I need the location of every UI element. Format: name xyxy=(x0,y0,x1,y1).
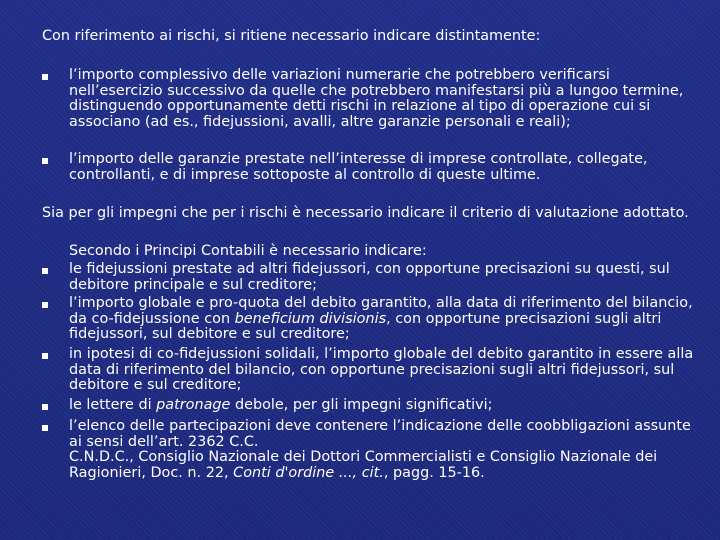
rischi-item-text xyxy=(69,152,648,183)
square-bullet-icon xyxy=(42,353,48,359)
principi-intro xyxy=(69,244,427,260)
principi-bold-text: Principi Contabili xyxy=(143,243,265,259)
text-line xyxy=(69,466,691,482)
principi-item-text xyxy=(69,296,693,343)
square-bullet-icon xyxy=(42,404,48,410)
text-line: in ipotesi di co-fidejussioni solidali, l’importo globale del debito garantito in essere alla xyxy=(69,346,694,362)
text-segment: Ragionieri, Doc. n. 22, xyxy=(69,465,234,482)
principi-item-text xyxy=(69,262,670,293)
text-line: ai sensi dell’art. 2362 C.C. xyxy=(69,433,259,450)
text-segment: , con opportune precisazioni sugli altri xyxy=(386,310,662,327)
text-line: l’importo complessivo delle variazioni numerarie che potrebbero verificarsi xyxy=(69,67,610,83)
impegni-paragraph: Sia per gli impegni che per i rischi è necessario indicare il criterio di valutazione adottato. xyxy=(42,205,689,221)
principi-intro-before: Secondo i xyxy=(69,243,144,259)
principi-item-text xyxy=(69,347,693,394)
principi-intro-after: è necessario indicare: xyxy=(264,243,427,259)
intro-bold-rischi: rischi xyxy=(176,28,216,44)
text-line: l’importo globale e pro-quota del debito garantito, alla data di riferimento del bilancio, xyxy=(69,295,693,311)
principi-item-text xyxy=(69,419,691,482)
text-line: associano (ad es., fidejussioni, avalli, altre garanzie personali e reali); xyxy=(69,114,571,131)
text-segment: le lettere di xyxy=(69,397,157,413)
text-line: C.N.D.C., Consiglio Nazionale dei Dottori Commercialisti e Consiglio Nazionale dei xyxy=(69,449,658,466)
italic-latin-term: beneficium divisionis xyxy=(234,310,387,327)
rischi-item-text xyxy=(69,68,683,131)
square-bullet-icon xyxy=(42,302,48,308)
text-line: distinguendo opportunamente detti rischi in relazione al tipo di operazione cui si xyxy=(69,98,651,115)
text-line: le fidejussioni prestate ad altri fidejussori, con opportune precisazioni su questi, sul xyxy=(69,261,670,277)
square-bullet-icon xyxy=(42,268,48,274)
principi-item-text xyxy=(69,398,492,414)
text-line: debitore principale e sul creditore; xyxy=(69,276,317,293)
text-line: debitore e sul creditore; xyxy=(69,377,242,394)
square-bullet-icon xyxy=(42,74,48,80)
text-line: nell’esercizio successivo da quelle che potrebbero manifestarsi più a lungoo termine, xyxy=(69,82,684,99)
square-bullet-icon xyxy=(42,425,48,431)
text-segment: , pagg. 15-16. xyxy=(383,465,485,482)
square-bullet-icon xyxy=(42,158,48,164)
intro-text-before: Con riferimento ai xyxy=(42,28,177,44)
text-line: fidejussori, sul debitore e sul creditore; xyxy=(69,326,350,343)
intro-paragraph xyxy=(42,28,540,44)
italic-citation: Conti d'ordine ..., cit. xyxy=(233,465,384,482)
text-segment: debole, per gli impegni significativi; xyxy=(230,397,493,413)
text-line: controllanti, e di imprese sottoposte al controllo di queste ultime. xyxy=(69,166,541,183)
intro-text-after: , si ritiene necessario indicare distintamente: xyxy=(215,28,541,44)
text-line: l’importo delle garanzie prestate nell’interesse di imprese controllate, collegate, xyxy=(69,151,648,167)
text-line: data di riferimento del bilancio, con opportune precisazioni sugli altri fidejussori, sul xyxy=(69,361,675,378)
text-segment: da co-fidejussione con xyxy=(69,310,235,327)
italic-term-patronage: patronage xyxy=(156,397,231,413)
text-line xyxy=(69,312,693,328)
text-line: l’elenco delle partecipazioni deve contenere l’indicazione delle coobbligazioni assunte xyxy=(69,418,691,434)
